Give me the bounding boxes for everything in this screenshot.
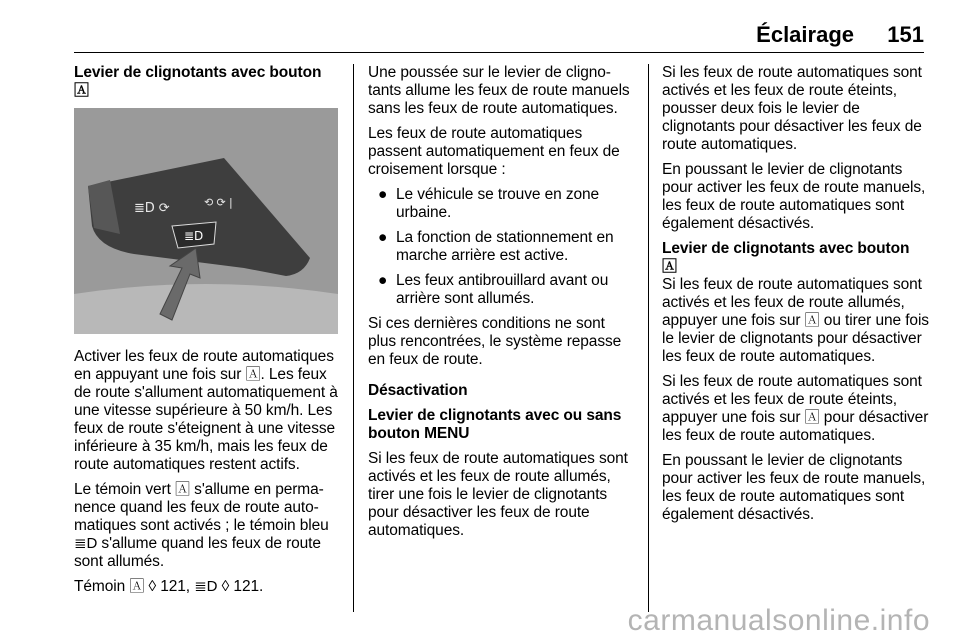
- section-heading: Levier de clignotants avec bouton 🄰: [74, 64, 322, 99]
- svg-text:⟲ ⟳ |: ⟲ ⟳ |: [204, 196, 233, 209]
- list-item: ● La fonction de stationnement en marche arrière est active.: [378, 229, 614, 264]
- paragraph: Si les feux de route automatiques sont activés et les feux de route éteints, appuyer une fois sur 🄰 pour désactiver les feux de route automatiques.: [662, 373, 929, 444]
- paragraph: Si ces dernières conditions ne sont plus rencontrées, le système repasse en feux de route.: [368, 315, 622, 368]
- cross-reference: Témoin 🄰 ◊ 121, ≣D ◊ 121.: [74, 578, 264, 595]
- auto-high-beam-icon: 🄰: [804, 312, 820, 329]
- subsection-heading: Levier de clignotants avec ou sans bouton MENU: [368, 407, 622, 442]
- list-item: ● Le véhicule se trouve en zone urbaine.: [378, 186, 600, 221]
- auto-high-beam-icon: 🄰: [129, 578, 145, 595]
- reference-arrow-icon: ◊: [221, 578, 230, 595]
- high-beam-icon: ≣D: [74, 535, 98, 552]
- header-rule: [74, 52, 924, 53]
- page-reference-link[interactable]: 121.: [233, 578, 264, 595]
- page-header: [0, 0, 960, 54]
- paragraph: Le témoin vert 🄰 s'allume en permanence quand les feux de route automatiques sont activés ; le témoin bleu ≣D s'allume quand les feux de route sont allumés.: [74, 481, 329, 570]
- paragraph: En poussant le levier de clignotants pour activer les feux de route manuels, les feux de route automatiques sont également désactivés.: [662, 452, 926, 523]
- column-2: [368, 64, 636, 547]
- paragraph: Une poussée sur le levier de clignotants allume les feux de route manuels sans les feux de route automatiques.: [368, 64, 630, 117]
- high-beam-icon: ≣D: [194, 578, 218, 595]
- page-number: 151: [887, 22, 924, 47]
- watermark: carmanualsonline.info: [627, 604, 930, 637]
- bullet-list: [368, 186, 636, 308]
- turn-signal-lever-illustration: [74, 108, 338, 334]
- list-item: ● Les feux antibrouillard avant ou arrière sont allumés.: [378, 272, 609, 307]
- page-reference-link[interactable]: 121,: [160, 578, 190, 595]
- bullet-icon: ●: [378, 186, 388, 203]
- section-heading: Désactivation: [368, 382, 468, 399]
- bullet-icon: ●: [378, 272, 388, 289]
- auto-high-beam-icon: 🄰: [74, 82, 89, 99]
- auto-high-beam-icon: 🄰: [175, 481, 190, 498]
- auto-high-beam-icon: 🄰: [804, 409, 820, 426]
- auto-high-beam-icon: 🄰: [662, 258, 677, 275]
- page-title: Éclairage: [756, 22, 854, 47]
- column-divider-2: [648, 64, 649, 612]
- paragraph: En poussant le levier de clignotants pour activer les feux de route manuels, les feux de route automatiques sont également désactivés.: [662, 161, 926, 232]
- section-heading: Levier de clignotants avec bouton 🄰: [662, 240, 910, 275]
- bullet-icon: ●: [378, 229, 388, 246]
- svg-text:≣D: ≣D: [184, 229, 204, 243]
- paragraph: Activer les feux de route automatiques en appuyant une fois sur 🄰. Les feux de route s'allument automatiquement à une vitesse supérieure à 50 km/h. Les feux de route s'éteignent à une vitesse inférieure à 35 km/h, mais les feux de route automatiques restent actifs.: [74, 348, 338, 473]
- column-1: [74, 64, 344, 603]
- reference-arrow-icon: ◊: [148, 578, 156, 595]
- column-3: [662, 64, 930, 531]
- column-divider-1: [353, 64, 354, 612]
- paragraph: Si les feux de route automatiques sont activés et les feux de route allumés, appuyer une fois sur 🄰 ou tirer une fois le levier de clignotants pour désactiver les feux de route automatiques.: [662, 276, 929, 365]
- paragraph: Les feux de route automatiques passent automatiquement en feux de croisement lorsque :: [368, 125, 620, 178]
- paragraph: Si les feux de route automatiques sont activés et les feux de route allumés, tirer une fois le levier de clignotants pour désactiver les feux de route automatiques.: [368, 450, 628, 539]
- svg-text:≣D ⟳: ≣D ⟳: [134, 201, 170, 216]
- paragraph: Si les feux de route automatiques sont activés et les feux de route éteints, pousser deux fois le levier de clignotants pour désactiver les feux de route automatiques.: [662, 64, 922, 153]
- auto-high-beam-icon: 🄰: [245, 366, 261, 383]
